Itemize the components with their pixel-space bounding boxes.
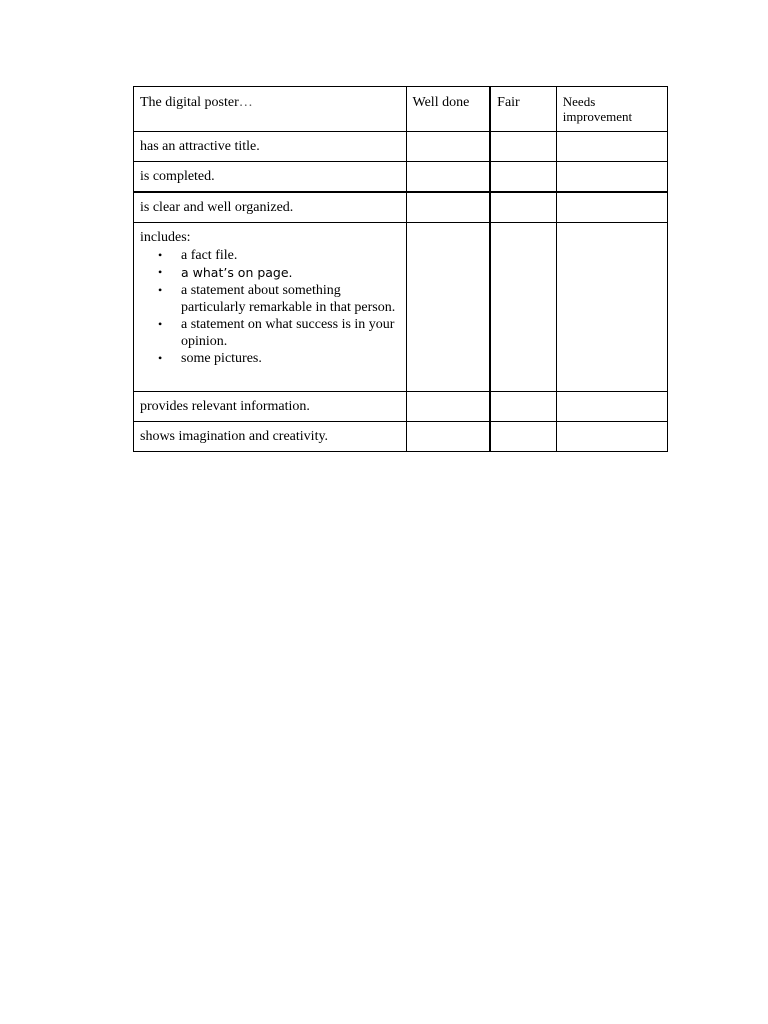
poster-rubric-table [133, 86, 668, 452]
fair-cell [490, 162, 556, 193]
table-row [134, 192, 668, 223]
list-item [158, 282, 406, 316]
needs-improvement-cell [556, 132, 667, 162]
header-needs-improvement-cell [556, 87, 667, 132]
needs-improvement-cell [556, 422, 667, 452]
header-well-done-cell [406, 87, 490, 132]
well-done-cell [406, 162, 490, 193]
needs-improvement-cell [556, 162, 667, 193]
well-done-cell [406, 192, 490, 223]
needs-improvement-cell [556, 223, 667, 392]
fair-cell [490, 223, 556, 392]
well-done-cell [406, 392, 490, 422]
list-item [158, 316, 406, 350]
includes-list [134, 247, 406, 367]
criterion-text: has an attractive title. [140, 139, 260, 154]
criterion-text: shows imagination and creativity. [140, 429, 329, 444]
table-row [134, 422, 668, 452]
criterion-text: is completed. [140, 169, 215, 184]
header-needs-improvement-label: Needs improvement [562, 94, 633, 124]
criterion-cell [134, 392, 407, 422]
well-done-cell [406, 132, 490, 162]
table-row [134, 132, 668, 162]
list-item-text: a fact file. [181, 248, 238, 263]
header-criterion-label: The digital poster [140, 95, 239, 110]
fair-cell [490, 132, 556, 162]
list-item-text: a statement on what success is in your opinion. [181, 317, 395, 349]
table-header-row [134, 87, 668, 132]
bullet-icon: • [158, 351, 163, 365]
list-item [158, 264, 406, 282]
bullet-icon: • [158, 265, 163, 279]
fair-cell [490, 422, 556, 452]
table-row [134, 162, 668, 193]
header-well-done-label: Well done [412, 95, 470, 110]
criterion-text: includes: [140, 230, 191, 245]
criterion-cell [134, 192, 407, 223]
table-row [134, 223, 668, 392]
well-done-cell [406, 422, 490, 452]
well-done-cell [406, 223, 490, 392]
criterion-text: provides relevant information. [140, 399, 310, 414]
needs-improvement-cell [556, 192, 667, 223]
bullet-icon: • [158, 283, 163, 297]
criterion-cell [134, 422, 407, 452]
list-item [158, 350, 406, 367]
list-item [158, 247, 406, 264]
list-item-text: a what’s on page. [181, 265, 293, 280]
criterion-cell [134, 162, 407, 193]
bullet-icon: • [158, 248, 163, 262]
fair-cell [490, 392, 556, 422]
bullet-icon: • [158, 317, 163, 331]
list-item-text: some pictures. [181, 351, 262, 366]
criterion-cell [134, 223, 407, 392]
table-row [134, 392, 668, 422]
fair-cell [490, 192, 556, 223]
needs-improvement-cell [556, 392, 667, 422]
header-criterion-cell [134, 87, 407, 132]
list-item-text: a statement about something particularly remarkable in that person. [181, 283, 396, 315]
header-fair-cell [490, 87, 556, 132]
header-criterion-ellipsis: … [238, 95, 253, 110]
header-fair-label: Fair [497, 95, 520, 110]
criterion-text: is clear and well organized. [140, 200, 294, 215]
criterion-cell [134, 132, 407, 162]
